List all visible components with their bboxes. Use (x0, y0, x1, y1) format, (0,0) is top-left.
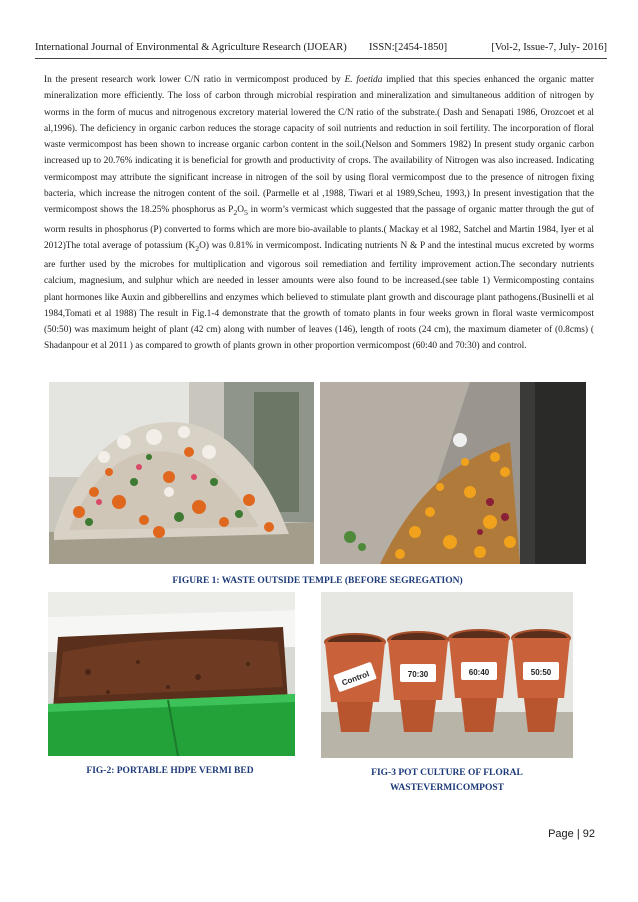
pot-label-control: Control (340, 669, 371, 688)
figure1-caption: FIGURE 1: WASTE OUTSIDE TEMPLE (BEFORE SEGREGATION) (172, 576, 463, 586)
pot-label-50-50: 50:50 (530, 668, 552, 677)
photo-pot-culture (321, 592, 573, 758)
species-name: E. foetida (344, 75, 383, 85)
page-number: Page | 92 (548, 828, 595, 840)
figure3-caption-line1: FIG-3 POT CULTURE OF FLORAL (371, 768, 523, 778)
body-paragraph: In the present research work lower C/N ratio in vermicompost produced by E. foetida implied that this species enhanced the organic matter mineralization more efficiently. The loss of carbon through microbial respiration and mineralization and simultaneous addition of nitrogen by worms in the form of mucus and nitrogenous excretory material lowered the C/N ratio of the substrate.( Dash and Senapati 1986, Orozcoet et al al,1996). The deficiency in organic carbon reduces the storage capacity of soil nutrients and reduction in soil fertility. The incorporation of floral waste vermicompost has been shown to increase organic carbon content in the soil.(Nelson and Sommers 1982) In present study organic carbon increased up to 20.76% indicating it is beneficial for growth and productivity of crops. The availability of Nitrogen was also increased. Indicating vermicompost may attribute the significant increase in nitrogen of the soil by using floral vermicompost due to the presence of nitrogen fixing bacteria, which increase the nitrogen content of the soil. (Parmelle et al ,1988, Tiwari et al 1989,Scheu, 1993,) In present investigation that the vermicompost shows the 18.25% phosphorus as $P_2O_5$ in worm’s vermicast which suggested that the passage of organic matter through the gut of worm results in phosphorus (P) converted to forms which are more bio-available to plants.( Mackay et al 1982, Satchel and Martin 1984, Iyer et al 2012)The total average of potassium $(K_2O)$ was 0.81% in vermicompost. Indicating nutrients N & P and the intestinal mucus excreted by worms are further used by the microbes for multiplication and vigorous soil remediation and fertility improvement action.The secondary nutrients calcium, magnesium, and sulphur which are needed in lesser amounts were also found to be increased.(see table 1) Vermicomposting contains plant hormones like Auxin and gibberellins and enzymes which believed to stimulate plant growth and discourage plant pathogens.(Businelli et al 1984,Tomati et al 1988) The result in Fig.1-4 demonstrate that the growth of tomato plants in four weeks grown in floral waste vermicompost (50:50) was maximum height of plant (42 cm) along with number of leaves (146), length of roots (24 cm), the maximum diameter of (0.8cms) ( Shadanpour et al 2011 ) as compared to growth of plants grown in other proportion vermicompost (60:40 and 70:30) and control. (44, 75, 595, 352)
pot-label-70-30: 70:30 (407, 670, 429, 679)
header-rule (35, 58, 607, 59)
photo-waste-pile (49, 382, 314, 564)
issn: ISSN:[2454-1850] (369, 42, 448, 53)
volume-issue: [Vol-2, Issue-7, July- 2016] (491, 42, 607, 53)
figure2-caption: FIG-2: PORTABLE HDPE VERMI BED (86, 766, 254, 776)
journal-name: International Journal of Environmental & Agriculture Research (IJOEAR) (35, 42, 347, 53)
running-header (35, 42, 607, 56)
pot-label-60-40: 60:40 (468, 668, 490, 677)
photo-floor-waste (320, 382, 586, 564)
figure3-caption (321, 766, 573, 796)
photo-vermi-bed (48, 592, 295, 756)
figure3-caption-line2: WASTEVERMICOMPOST (389, 783, 504, 793)
